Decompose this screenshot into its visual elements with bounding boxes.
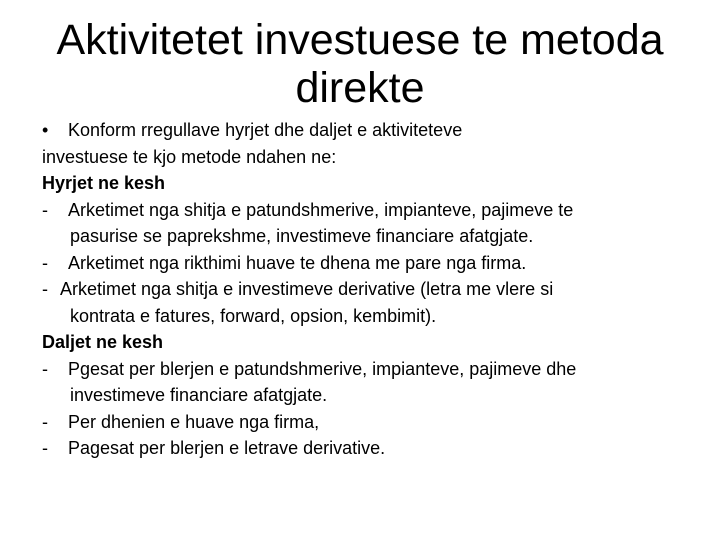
inflows-heading: Hyrjet ne kesh — [42, 173, 166, 193]
inflow-item-1 — [42, 197, 702, 224]
intro-bullet — [42, 117, 702, 144]
inflow-1-line-2: pasurise se paprekshme, investimeve financiare afatgjate. — [70, 226, 534, 246]
slide-title-line-1: Aktivitetet investuese te metoda — [56, 16, 664, 64]
outflow-1-line-2: investimeve financiare afatgjate. — [70, 385, 328, 405]
dash-icon: - — [42, 199, 48, 220]
slide-title — [0, 16, 720, 112]
inflow-item-3 — [42, 276, 702, 303]
outflow-item-1 — [42, 356, 702, 383]
outflow-item-2 — [42, 409, 702, 436]
inflow-3-line-1: Arketimet nga shitja e investimeve derivative (letra me vlere si — [60, 279, 554, 299]
outflow-3-line-1: Pagesat per blerjen e letrave derivative. — [68, 438, 386, 458]
intro-line-1: Konform rregullave hyrjet dhe daljet e aktiviteteve — [68, 120, 463, 140]
slide-title-line-2: direkte — [295, 64, 425, 112]
dash-icon: - — [42, 252, 48, 273]
inflow-item-2 — [42, 250, 702, 277]
intro-line-2: investuese te kjo metode ndahen ne: — [42, 146, 337, 167]
inflow-3-line-2: kontrata e fatures, forward, opsion, kembimit). — [70, 305, 437, 326]
dash-icon: - — [42, 411, 48, 432]
inflow-2-line-1: Arketimet nga rikthimi huave te dhena me pare nga firma. — [68, 252, 527, 273]
dash-icon: - — [42, 279, 48, 299]
bullet-icon: • — [42, 120, 49, 140]
slide-body — [42, 117, 702, 462]
outflows-heading: Daljet ne kesh — [42, 332, 164, 352]
outflow-2-line-1: Per dhenien e huave nga firma, — [68, 411, 320, 432]
dash-icon: - — [42, 358, 48, 379]
outflow-1-line-1: Pgesat per blerjen e patundshmerive, impianteve, pajimeve dhe — [68, 358, 577, 379]
outflow-item-3 — [42, 435, 702, 462]
inflow-1-line-1: Arketimet nga shitja e patundshmerive, impianteve, pajimeve te — [68, 199, 574, 220]
dash-icon: - — [42, 438, 48, 458]
